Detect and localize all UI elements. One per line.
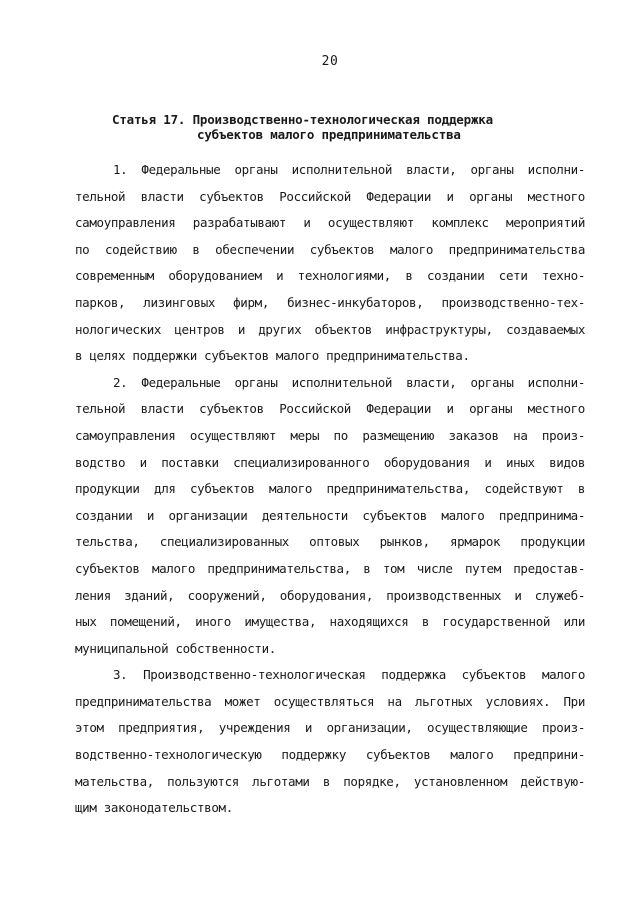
- article-body: [75, 157, 585, 822]
- article-heading-line-1: Статья 17. Производственно-технологическая поддержка: [112, 112, 493, 127]
- article-heading: [112, 112, 592, 142]
- text-line: муниципальной собственности.: [75, 640, 276, 656]
- article-heading-line-2: субъектов малого предпринимательства: [197, 127, 461, 142]
- text-line: самоуправления разрабатывают и осуществляют комплекс мероприятий: [75, 215, 585, 231]
- text-line: этом предприятия, учреждения и организации, осуществляющие произ-: [75, 720, 585, 736]
- text-line: щим законодательством.: [75, 800, 233, 816]
- text-line: в целях поддержки субъектов малого предпринимательства.: [75, 348, 470, 364]
- text-line: парков, лизинговых фирм, бизнес-инкубаторов, производственно-тех-: [75, 294, 585, 310]
- text-line: нологических центров и других объектов инфраструктуры, создаваемых: [75, 321, 585, 337]
- text-line: тельной власти субъектов Российской Федерации и органы местного: [75, 401, 585, 417]
- page-number: 20: [321, 54, 339, 69]
- paragraph-1: [75, 157, 585, 370]
- text-line: 2. Федеральные органы исполнительной власти, органы исполни-: [113, 374, 585, 390]
- text-line: водственно-технологическую поддержку субъектов малого предприни-: [75, 747, 585, 763]
- text-line: субъектов малого предпринимательства, в том числе путем предостав-: [75, 560, 585, 576]
- text-line: 1. Федеральные органы исполнительной власти, органы исполни-: [113, 162, 585, 177]
- text-line: тельства, специализированных оптовых рынков, ярмарок продукции: [75, 534, 585, 550]
- text-line: предпринимательства может осуществляться на льготных условиях. При: [75, 693, 585, 709]
- text-line: мательства, пользуются льготами в порядке, установленном действую-: [75, 773, 585, 789]
- paragraph-3: [75, 662, 585, 822]
- text-line: современным оборудованием и технологиями, в создании сети техно-: [75, 268, 585, 284]
- text-line: по содействию в обеспечении субъектов малого предпринимательства: [75, 241, 585, 257]
- text-line: создании и организации деятельности субъектов малого предпринима-: [75, 507, 585, 523]
- paragraph-2: [75, 370, 585, 663]
- text-line: самоуправления осуществляют меры по размещению заказов на произ-: [75, 427, 585, 443]
- text-line: водство и поставки специализированного оборудования и иных видов: [75, 454, 585, 470]
- text-line: продукции для субъектов малого предпринимательства, содействуют в: [75, 481, 585, 497]
- text-line: 3. Производственно-технологическая поддержка субъектов малого: [113, 667, 585, 683]
- text-line: тельной власти субъектов Российской Федерации и органы местного: [75, 188, 585, 204]
- text-line: ных помещений, иного имущества, находящихся в государственной или: [75, 614, 585, 630]
- text-line: ления зданий, сооружений, оборудования, производственных и служеб-: [75, 587, 585, 603]
